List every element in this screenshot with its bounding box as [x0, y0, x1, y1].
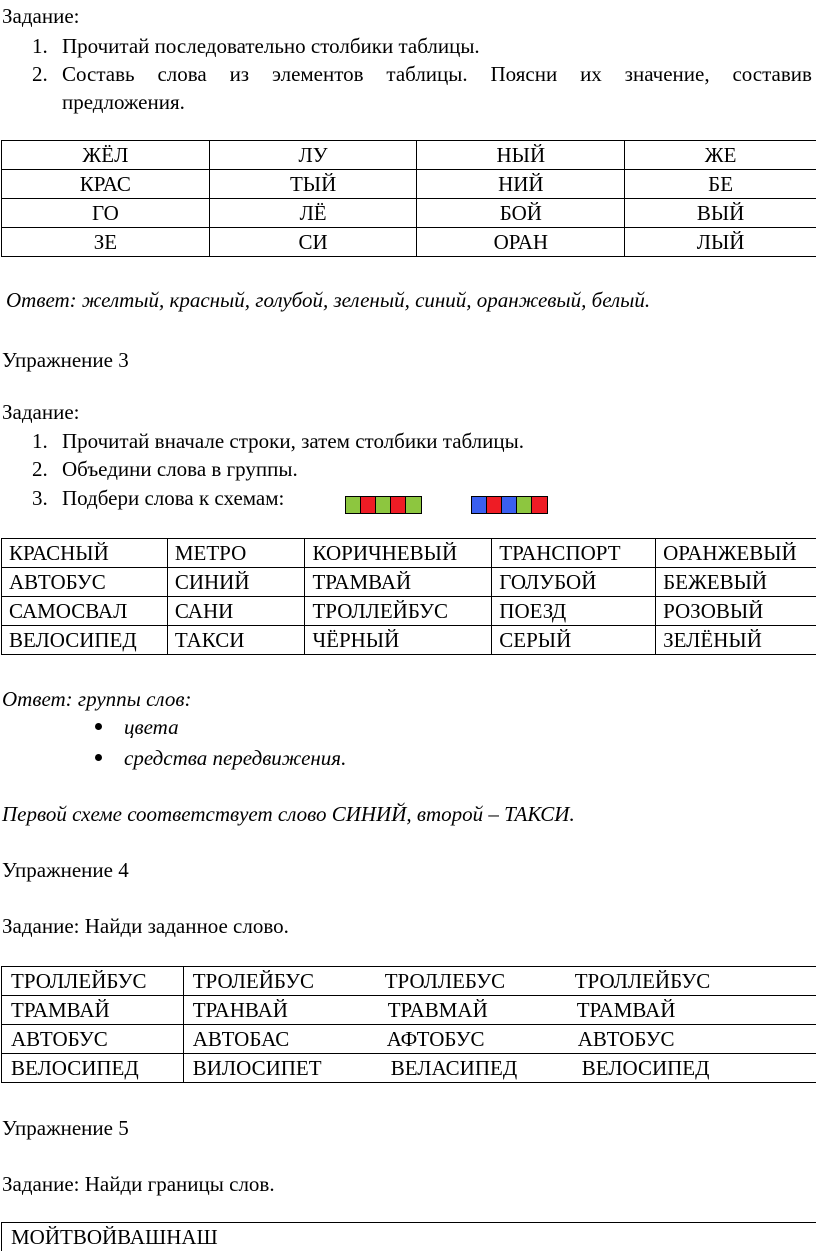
- step-number: 1.: [32, 34, 48, 58]
- scheme-cell: [487, 497, 502, 513]
- word: составив: [732, 62, 812, 86]
- task-label: Задание:: [2, 400, 80, 424]
- scheme-answer: Первой схеме соответствует слово СИНИЙ, второй – ТАКСИ.: [2, 802, 575, 826]
- scheme-cell: [346, 497, 361, 513]
- variant: ТРОЛЛЕБУС: [384, 969, 506, 993]
- variant: АВТОБУС: [577, 1027, 675, 1051]
- variant: ТРАВМАЙ: [387, 998, 488, 1022]
- task-text: Задание: Найди границы слов.: [2, 1172, 275, 1196]
- table-row: [2, 170, 816, 199]
- variant: ТРОЛЛЕЙБУС: [574, 969, 711, 993]
- table-cell: ЧЁРНЫЙ: [305, 626, 492, 655]
- word: таблицы.: [386, 62, 468, 86]
- step-number: 2.: [32, 62, 48, 86]
- answer-label: Ответ: группы слов:: [2, 687, 192, 711]
- table-cell: БОЙ: [417, 199, 625, 228]
- variant: ТРАМВАЙ: [576, 998, 676, 1022]
- table-cell: САНИ: [167, 597, 305, 626]
- table-row: [2, 967, 816, 996]
- step-text: Прочитай вначале строки, затем столбики таблицы.: [62, 429, 524, 453]
- table-cell: ТРАМВАЙ: [305, 568, 492, 597]
- table-row: [2, 199, 816, 228]
- color-scheme-2: [471, 496, 548, 514]
- table-cell: КРАС: [2, 170, 210, 199]
- answer-text: Ответ: желтый, красный, голубой, зеленый, синий, оранжевый, белый.: [6, 288, 651, 312]
- step-text-justified: [62, 62, 812, 86]
- variant: ВЕЛАСИПЕД: [390, 1056, 518, 1080]
- table-cell: БЕЖЕВЫЙ: [656, 568, 816, 597]
- scheme-cell: [406, 497, 421, 513]
- table-cell: ПОЕЗД: [492, 597, 656, 626]
- group-item: средства передвижения.: [124, 746, 347, 770]
- table-cell: СЕРЫЙ: [492, 626, 656, 655]
- word: их: [580, 62, 602, 86]
- step-number: 3.: [32, 486, 48, 510]
- word: элементов: [271, 62, 364, 86]
- table-cell: МЕТРО: [167, 539, 305, 568]
- step-text: Объедини слова в группы.: [62, 457, 298, 481]
- table-cell: ГО: [2, 199, 210, 228]
- step-number: 2.: [32, 457, 48, 481]
- table-cell: АВТОБУС: [2, 1025, 184, 1054]
- variant: ТРОЛЕЙБУС: [192, 969, 315, 993]
- table-row: [2, 141, 816, 170]
- table-cell: ВЕЛОСИПЕД: [2, 1054, 184, 1083]
- scheme-cell: [517, 497, 532, 513]
- variant: АВТОБАС: [192, 1027, 290, 1051]
- table-cell: [183, 996, 816, 1025]
- table-cell: ГОЛУБОЙ: [492, 568, 656, 597]
- table-cell: НЫЙ: [417, 141, 625, 170]
- step-number: 1.: [32, 429, 48, 453]
- exercise-title: Упражнение 5: [2, 1116, 129, 1140]
- table-cell: ЗЕЛЁНЫЙ: [656, 626, 816, 655]
- bullet-icon: [95, 723, 102, 730]
- bullet-icon: [95, 754, 102, 761]
- table-cell: ЛЫЙ: [625, 228, 816, 257]
- scheme-cell: [532, 497, 547, 513]
- table-row: [2, 568, 816, 597]
- table-cell: ТРАМВАЙ: [2, 996, 184, 1025]
- syllable-table: [1, 140, 816, 257]
- word-table: [1, 538, 816, 655]
- spelling-table: [1, 966, 816, 1083]
- scheme-cell: [376, 497, 391, 513]
- table-row: [2, 626, 816, 655]
- variant: ТРАНВАЙ: [192, 998, 288, 1022]
- table-cell: КОРИЧНЕВЫЙ: [305, 539, 492, 568]
- task-label: Задание:: [2, 4, 80, 28]
- word: Поясни: [490, 62, 558, 86]
- variant: АФТОБУС: [386, 1027, 485, 1051]
- table-cell: НИЙ: [417, 170, 625, 199]
- scheme-cell: [502, 497, 517, 513]
- step-text: Прочитай последовательно столбики таблицы.: [62, 34, 480, 58]
- table-row: [2, 597, 816, 626]
- word: Составь: [62, 62, 135, 86]
- table-row: [2, 1054, 816, 1083]
- table-row: [2, 1223, 816, 1252]
- scheme-cell: [472, 497, 487, 513]
- table-cell: ВЫЙ: [625, 199, 816, 228]
- table-cell: ЛЁ: [209, 199, 417, 228]
- table-cell: ЖЕ: [625, 141, 816, 170]
- table-cell: ТЫЙ: [209, 170, 417, 199]
- group-item: цвета: [124, 715, 179, 739]
- table-cell: СИНИЙ: [167, 568, 305, 597]
- table-cell: КРАСНЫЙ: [2, 539, 168, 568]
- table-cell: [183, 1054, 816, 1083]
- table-cell: ЗЕ: [2, 228, 210, 257]
- exercise-title: Упражнение 4: [2, 858, 129, 882]
- table-cell: ЖЁЛ: [2, 141, 210, 170]
- variant: ВЕЛОСИПЕД: [581, 1056, 710, 1080]
- word-boundary-table: [1, 1222, 816, 1251]
- table-cell: АВТОБУС: [2, 568, 168, 597]
- table-cell: ЛУ: [209, 141, 417, 170]
- table-cell: СИ: [209, 228, 417, 257]
- table-row: [2, 1025, 816, 1054]
- table-cell: ОРАНЖЕВЫЙ: [656, 539, 816, 568]
- word: слова: [157, 62, 207, 86]
- task-text: Задание: Найди заданное слово.: [2, 914, 289, 938]
- step-text: Подбери слова к схемам:: [62, 486, 285, 510]
- table-cell: ТАКСИ: [167, 626, 305, 655]
- table-cell: ТРОЛЛЕЙБУС: [305, 597, 492, 626]
- word: значение,: [624, 62, 710, 86]
- scheme-cell: [361, 497, 376, 513]
- table-cell: ВЕЛОСИПЕД: [2, 626, 168, 655]
- color-scheme-1: [345, 496, 422, 514]
- table-row: [2, 996, 816, 1025]
- variant: ВИЛОСИПЕТ: [192, 1056, 322, 1080]
- table-cell: ТРОЛЛЕЙБУС: [2, 967, 184, 996]
- table-cell: ТРАНСПОРТ: [492, 539, 656, 568]
- exercise-title: Упражнение 3: [2, 348, 129, 372]
- table-cell: МОЙТВОЙВАШНАШ: [2, 1223, 816, 1252]
- step-text-continuation: предложения.: [62, 90, 185, 114]
- table-cell: [183, 1025, 816, 1054]
- table-cell: РОЗОВЫЙ: [656, 597, 816, 626]
- table-row: [2, 539, 816, 568]
- table-cell: САМОСВАЛ: [2, 597, 168, 626]
- table-cell: [183, 967, 816, 996]
- table-cell: БЕ: [625, 170, 816, 199]
- scheme-cell: [391, 497, 406, 513]
- word: из: [229, 62, 250, 86]
- table-cell: ОРАН: [417, 228, 625, 257]
- table-row: [2, 228, 816, 257]
